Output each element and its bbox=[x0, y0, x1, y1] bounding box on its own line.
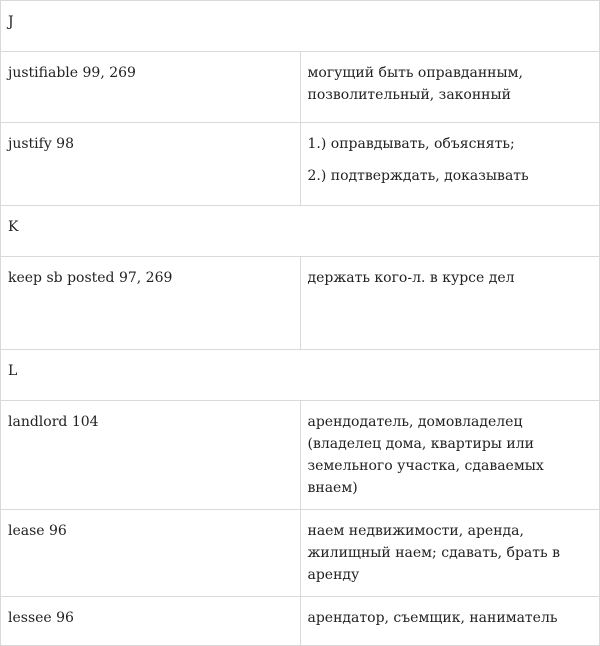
section-header-row bbox=[1, 206, 600, 257]
section-header-row bbox=[1, 350, 600, 401]
table-row bbox=[1, 52, 600, 123]
section-letter: J bbox=[1, 1, 600, 52]
table-row bbox=[1, 597, 600, 646]
section-header-row bbox=[1, 1, 600, 52]
definition-text: арендодатель, домовладелец (владелец дома, квартиры или земельного участка, сдаваемых внаем) bbox=[307, 414, 544, 496]
section-letter: L bbox=[1, 350, 600, 401]
section-letter: K bbox=[1, 206, 600, 257]
definition-text: 2.) подтверждать, доказывать bbox=[307, 168, 529, 184]
table-row bbox=[1, 510, 600, 597]
glossary-term: lessee 96 bbox=[1, 597, 301, 646]
glossary-definition bbox=[300, 401, 600, 510]
definition-text: арендатор, съемщик, наниматель bbox=[307, 610, 558, 626]
definition-text: 1.) оправдывать, объяснять; bbox=[307, 136, 515, 152]
definition-text: наем недвижимости, аренда, жилищный наем; сдавать, брать в аренду bbox=[307, 523, 560, 583]
glossary-term: landlord 104 bbox=[1, 401, 301, 510]
definition-text: могущий быть оправданным, позволительный, законный bbox=[307, 65, 523, 103]
glossary-term: justifiable 99, 269 bbox=[1, 52, 301, 123]
glossary-definition bbox=[300, 123, 600, 206]
glossary-term: justify 98 bbox=[1, 123, 301, 206]
table-row bbox=[1, 123, 600, 206]
table-row bbox=[1, 401, 600, 510]
glossary-definition bbox=[300, 597, 600, 646]
glossary-definition bbox=[300, 510, 600, 597]
glossary-definition bbox=[300, 52, 600, 123]
definition-text: держать кого-л. в курсе дел bbox=[307, 270, 515, 286]
glossary-term: keep sb posted 97, 269 bbox=[1, 257, 301, 350]
table-row bbox=[1, 257, 600, 350]
glossary-definition bbox=[300, 257, 600, 350]
glossary-term: lease 96 bbox=[1, 510, 301, 597]
